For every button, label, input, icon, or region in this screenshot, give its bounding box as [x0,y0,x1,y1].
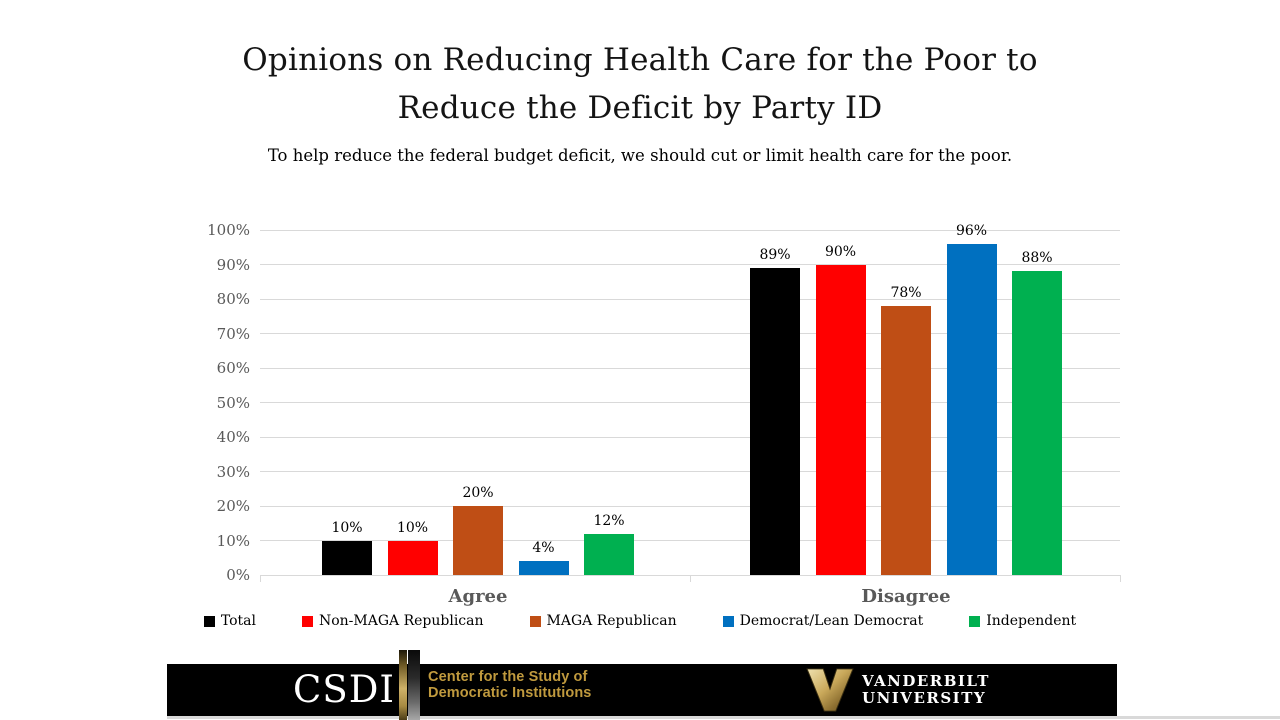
vanderbilt-v-icon [806,668,854,712]
legend-item [302,612,484,630]
footer-underline [167,716,1280,719]
y-axis-tick-label: 60% [216,359,250,377]
bar-data-label: 10% [331,519,363,536]
y-axis-tick-label: 80% [216,290,250,308]
csdi-gold-stripe [399,650,407,720]
bar-data-label: 12% [593,512,625,529]
y-axis-tick-label: 90% [216,255,250,274]
y-axis-tick-label: 0% [226,566,250,584]
bar-data-label: 78% [890,284,922,301]
vanderbilt-logo [806,668,990,712]
bar [947,244,997,575]
legend-label: MAGA Republican [546,613,677,629]
y-axis-tick-label: 30% [216,462,250,481]
x-axis-tick [260,575,261,582]
legend-swatch-icon [723,616,734,627]
csdi-gray-stripe [408,650,420,720]
x-axis-tick [1120,575,1121,582]
legend-label: Democrat/Lean Democrat [739,613,924,629]
legend-item [204,612,256,630]
y-axis-tick-label: 40% [216,428,250,446]
csdi-org-name [428,670,591,701]
legend-item [530,612,677,630]
bar [322,541,372,576]
y-axis-tick-label: 100% [207,221,250,239]
vanderbilt-wordmark [862,673,990,708]
legend-swatch-icon [204,616,215,627]
bar [453,506,503,575]
csdi-logo-wordmark: CSDI [293,668,395,711]
chart-title [0,36,1280,132]
bar [584,534,634,575]
legend-label: Independent [986,613,1077,629]
vanderbilt-wordmark-line2: UNIVERSITY [862,689,987,707]
x-axis-tick [690,575,691,582]
legend-item [969,612,1076,630]
bar-data-label: 90% [824,243,857,260]
bar [881,306,931,575]
y-axis-tick-label: 50% [216,393,250,412]
bar-data-label: 10% [396,519,429,536]
y-axis-tick-label: 10% [216,531,250,550]
csdi-logo-divider-icon [399,650,421,720]
legend-item [723,612,924,630]
bar [388,541,438,576]
bar [1012,271,1062,575]
csdi-org-name-line2: Democratic Institutions [428,684,592,701]
legend-swatch-icon [969,616,980,627]
y-axis-tick-label: 20% [216,497,250,515]
bar-data-label: 96% [955,222,988,239]
y-axis-tick-label: 70% [216,324,250,343]
legend-swatch-icon [302,616,313,627]
legend-label: Total [220,613,256,629]
chart-title-line2: Reduce the Deficit by Party ID [397,90,883,126]
chart-subtitle: To help reduce the federal budget deficit, we should cut or limit health care for the poor. [267,146,1013,165]
csdi-org-name-line1: Center for the Study of [428,669,588,685]
vanderbilt-wordmark-line1: VANDERBILT [862,671,990,690]
bar [816,265,866,576]
bar [750,268,800,575]
chart-title-line1: Opinions on Reducing Health Care for the Poor to [242,42,1038,78]
category-axis-label: Disagree [861,586,951,607]
legend-label: Non-MAGA Republican [318,613,484,629]
category-axis-label: Agree [448,586,508,607]
bar-data-label: 88% [1021,250,1053,267]
legend-swatch-icon [530,616,541,627]
bar [519,561,569,575]
bar-data-label: 20% [462,485,494,501]
bar-data-label: 4% [532,540,555,557]
bar-data-label: 89% [759,246,791,263]
chart-legend [0,612,1280,630]
